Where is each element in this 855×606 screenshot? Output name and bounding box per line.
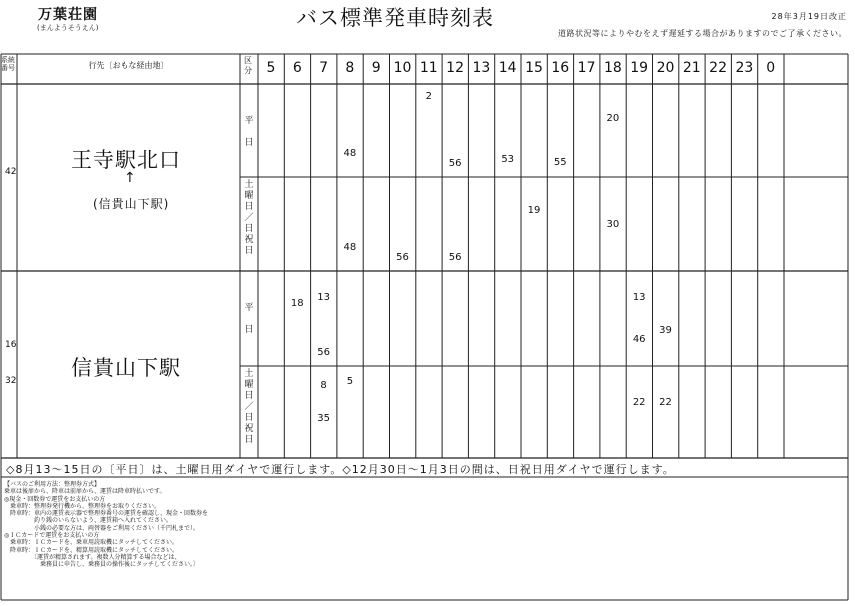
arrow-icon: ↑ <box>124 170 136 186</box>
hour-header-8: 8 <box>345 60 355 76</box>
hour-header-21: 21 <box>682 60 701 76</box>
day-type-label: 平 日 <box>244 303 254 335</box>
operator-name: 万葉荘園 <box>38 7 98 23</box>
hour-header-14: 14 <box>498 60 517 76</box>
destination-shigisanshita-station: 信貴山下駅 <box>71 356 181 380</box>
departure-minute: 30 <box>606 219 620 230</box>
hour-header-10: 10 <box>393 60 412 76</box>
departure-minute: 20 <box>606 113 620 124</box>
departure-minute: 48 <box>343 148 357 159</box>
departure-minute: 48 <box>343 241 357 253</box>
holiday-schedule-notice: ◇8月13～15日の〔平日〕は、土曜日用ダイヤで運行します。◇12月30日～1月3日の間は、日祝日用ダイヤで運行します。 <box>6 463 675 476</box>
destination-oji-station-north: 王寺駅北口 <box>71 148 181 172</box>
departure-minute: 56 <box>448 251 462 263</box>
departure-minute: 56 <box>396 251 409 263</box>
departure-minute: 13 <box>317 291 330 303</box>
hour-header-13: 13 <box>472 60 491 76</box>
departure-minute: 19 <box>527 205 541 217</box>
hour-header-22: 22 <box>709 60 727 76</box>
hour-header-6: 6 <box>292 60 302 76</box>
revision-date: 28年3月19日改正 <box>771 12 847 21</box>
hour-header-7: 7 <box>319 60 329 76</box>
departure-minute: 56 <box>448 158 462 169</box>
hour-header-0: 0 <box>766 60 776 76</box>
hour-header-11: 11 <box>419 60 438 76</box>
hour-header-12: 12 <box>446 60 464 76</box>
delay-note: 道路状況等によりやむをえず遅延する場合がありますのでご了承ください。 <box>558 29 847 38</box>
departure-minute: 53 <box>501 154 515 166</box>
route-number: 32 <box>5 376 17 386</box>
hour-header-23: 23 <box>735 60 754 76</box>
page-title: バス標準発車時刻表 <box>296 6 494 30</box>
via-stop: (信貴山下駅) <box>93 197 170 211</box>
hour-header-16: 16 <box>551 60 570 76</box>
day-type-label: 土 曜 日 ／ 日 祝 日 <box>244 180 254 256</box>
departure-minute: 2 <box>425 90 432 102</box>
operator-name-kana: (まんようそうえん) <box>37 24 99 32</box>
departure-minute: 46 <box>632 334 646 346</box>
departure-minute: 22 <box>659 397 672 409</box>
hour-header-5: 5 <box>266 60 276 76</box>
hour-header-19: 19 <box>630 60 649 76</box>
departure-minute: 22 <box>632 397 646 409</box>
route-number-header: 系統番号 <box>1 56 15 72</box>
hour-header-17: 17 <box>577 60 596 76</box>
departure-minute: 18 <box>290 298 304 310</box>
boarding-guide: 【バスのご利用方法：整理券方式】 乗車は後扉から、降車は前扉から、運賃は降車時払いです。 ◎現金・回数券で運賃をお支払いの方 乗車時：整理券発行機から、整理券をお取りください。 降車時：車内の運賃表示器で整理券番号の運賃を確認し、現金・回数券を 釣り銭のいらないよう、運賃箱へ入れてください。 小銭の必要な方は、両替器をご利用ください（千円札まで）。 ◎ＩＣカードで運賃をお支払いの方 乗車時：ＩＣカードを、乗車用読取機にタッチしてください。 降車時：ＩＣカードを、精算用読取機にタッチしてください。 〔運賃が精算されます。複数人分精算する場合などは、 乗務員に申告し、乗務員の操作後にタッチしてください。〕 <box>4 481 209 569</box>
hour-header-18: 18 <box>603 60 622 76</box>
hour-header-15: 15 <box>525 60 543 76</box>
departure-minute: 13 <box>632 291 646 303</box>
departure-minute: 55 <box>553 156 567 168</box>
departure-minute: 35 <box>317 413 330 425</box>
hour-header-20: 20 <box>656 60 675 76</box>
hour-header-9: 9 <box>371 60 381 76</box>
departure-minute: 39 <box>659 325 672 337</box>
departure-minute: 56 <box>317 346 330 358</box>
departure-minute: 8 <box>320 379 327 391</box>
day-type-header: 区分 <box>244 56 252 75</box>
day-type-label: 平 日 <box>244 116 254 148</box>
departure-minute: 5 <box>346 376 354 388</box>
route-number: 42 <box>5 167 17 177</box>
destination-header: 行先〔おもな経由地〕 <box>88 61 169 70</box>
day-type-label: 土 曜 日 ／ 日 祝 日 <box>244 369 254 445</box>
route-number: 16 <box>5 340 17 350</box>
